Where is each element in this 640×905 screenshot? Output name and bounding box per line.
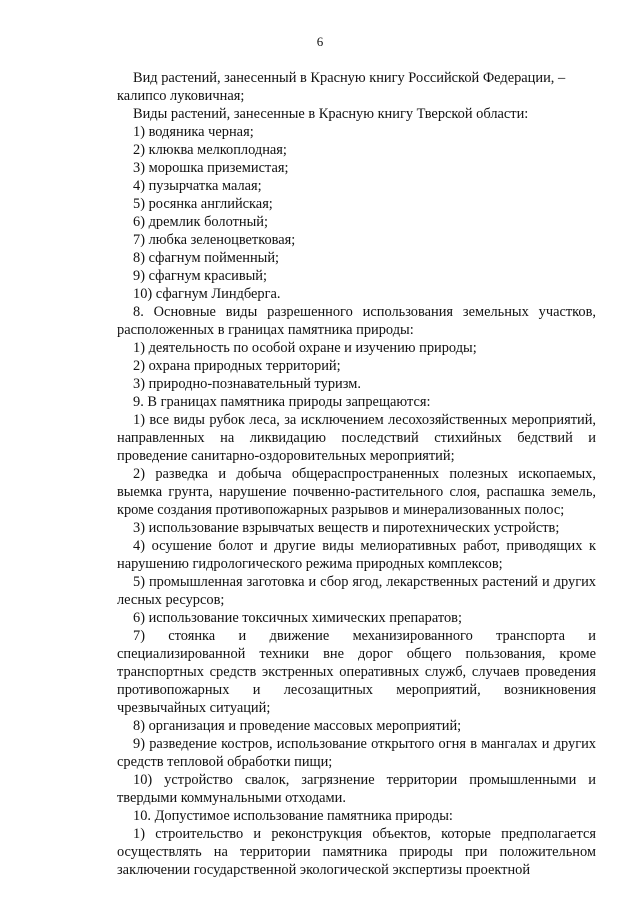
- list-item: 5) промышленная заготовка и сбор ягод, лекарственных растений и других лесных ресурсов;: [117, 574, 596, 608]
- list-item: 10) устройство свалок, загрязнение территории промышленными и твердыми коммунальными отходами.: [117, 772, 596, 806]
- list-item: 5) росянка английская;: [133, 196, 273, 212]
- list-item: 2) разведка и добыча общераспространенных полезных ископаемых, выемка грунта, нарушение почвенно-растительного слоя, распашка земель, кроме создания противопожарных разрывов и минерализованных полос;: [117, 466, 596, 518]
- list-item: 3) использование взрывчатых веществ и пиротехнических устройств;: [133, 520, 560, 536]
- list-item: 8) сфагнум пойменный;: [133, 250, 280, 266]
- section-heading: 8. Основные виды разрешенного использования земельных участков, расположенных в границах памятника природы:: [117, 304, 596, 338]
- paragraph: Вид растений, занесенный в Красную книгу Российской Федерации, – калипсо луковичная;: [117, 70, 566, 104]
- document-body: [117, 69, 596, 879]
- list-item: 3) морошка приземистая;: [133, 160, 289, 176]
- list-item: 7) стоянка и движение механизированного транспорта и специализированной техники вне дорог общего пользования, кроме транспортных средств экстренных оперативных служб, случаев проведения противопожарных и лесозащитных мероприятий, возникновения чрезвычайных ситуаций;: [117, 628, 596, 716]
- section-heading: 9. В границах памятника природы запрещаются:: [133, 394, 431, 410]
- list-item: 1) строительство и реконструкция объектов, которые предполагается осуществлять на территории памятника природы при положительном заключении государственной экологической экспертизы проектной: [117, 826, 596, 878]
- list-item: 9) сфагнум красивый;: [133, 268, 267, 284]
- list-item: 9) разведение костров, использование открытого огня в мангалах и других средств тепловой обработки пищи;: [117, 736, 596, 770]
- paragraph: Виды растений, занесенные в Красную книгу Тверской области:: [133, 106, 529, 122]
- section-heading: 10. Допустимое использование памятника природы:: [133, 808, 453, 824]
- list-item: 2) клюква мелкоплодная;: [133, 142, 287, 158]
- page-number: 6: [316, 34, 324, 49]
- list-item: 7) любка зеленоцветковая;: [133, 232, 296, 248]
- list-item: 3) природно-познавательный туризм.: [133, 376, 361, 392]
- list-item: 1) деятельность по особой охране и изучению природы;: [133, 340, 477, 356]
- list-item: 1) водяника черная;: [133, 124, 254, 140]
- list-item: 10) сфагнум Линдберга.: [133, 286, 281, 302]
- list-item: 6) использование токсичных химических препаратов;: [133, 610, 462, 626]
- list-item: 8) организация и проведение массовых мероприятий;: [133, 718, 462, 734]
- list-item: 4) пузырчатка малая;: [133, 178, 262, 194]
- list-item: 2) охрана природных территорий;: [133, 358, 341, 374]
- list-item: 1) все виды рубок леса, за исключением лесохозяйственных мероприятий, направленных на ликвидацию последствий стихийных бедствий и проведение санитарно-оздоровительных мероприятий;: [117, 412, 596, 464]
- list-item: 4) осушение болот и другие виды мелиоративных работ, приводящих к нарушению гидрологического режима природных комплексов;: [117, 538, 596, 572]
- list-item: 6) дремлик болотный;: [133, 214, 268, 230]
